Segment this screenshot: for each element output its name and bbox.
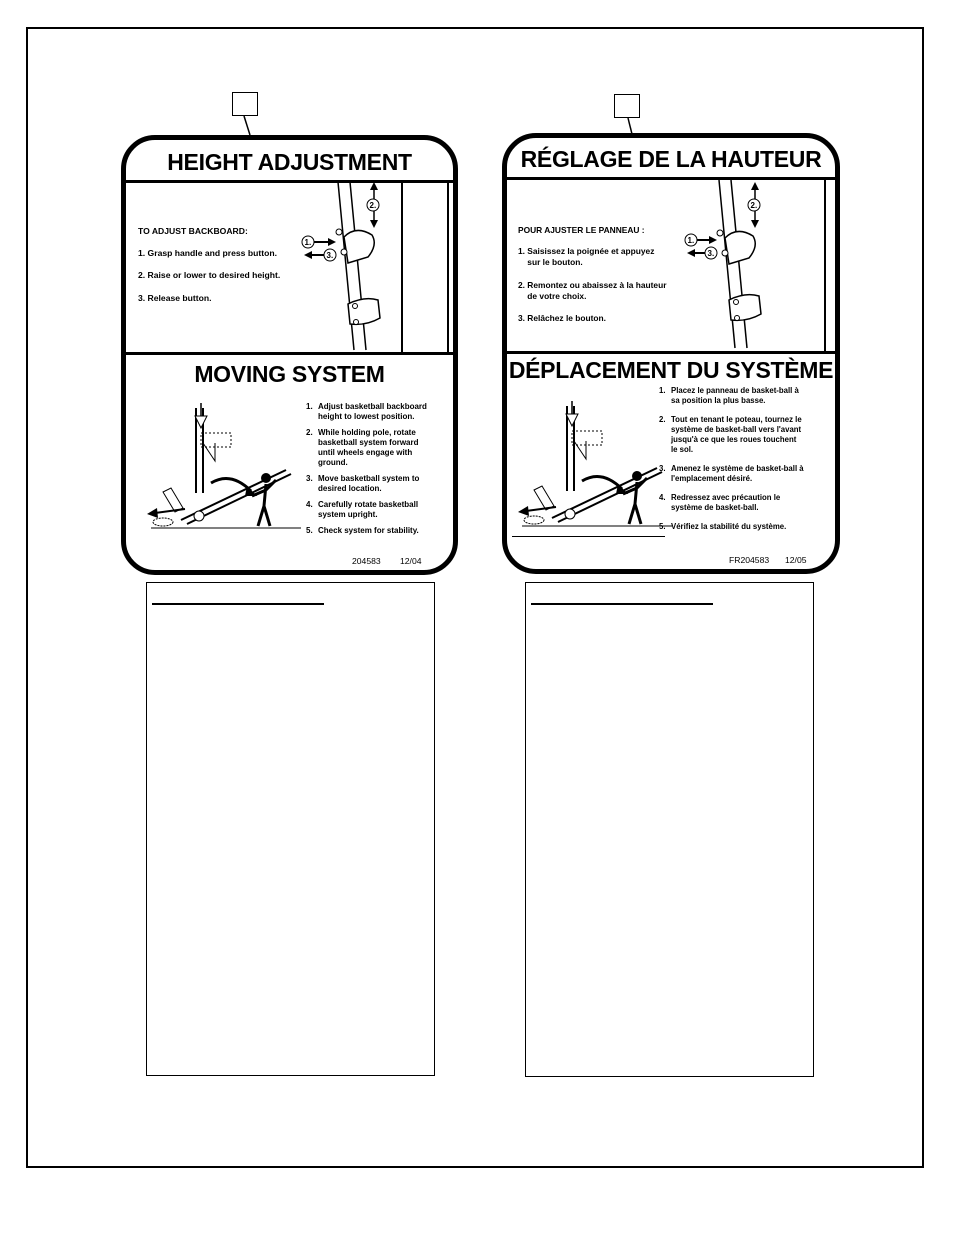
french-warning-label xyxy=(502,133,840,574)
leader-line-english xyxy=(244,116,264,136)
french-section-divider xyxy=(507,351,835,354)
english-warning-label xyxy=(121,135,458,575)
french-label-title: RÉGLAGE DE LA HAUTEUR xyxy=(520,146,822,172)
english-adjust-step-2: 2. Raise or lower to desired height. xyxy=(138,270,281,280)
french-marker-3: 3. xyxy=(707,249,715,258)
french-moving-steps xyxy=(659,386,839,538)
french-part-number: FR204583 xyxy=(729,555,770,565)
french-date-code: 12/05 xyxy=(785,555,807,565)
english-moving-step-3: 3. Move basketball system to desired location. xyxy=(306,474,420,493)
english-date-code: 12/04 xyxy=(400,556,422,566)
french-adjust-step-1: 1. Saisissez la poignée et appuyez sur le bouton. xyxy=(518,246,655,267)
english-part-number: 204583 xyxy=(352,556,381,566)
french-marker-1: 1. xyxy=(687,236,695,245)
english-right-rule-1 xyxy=(401,180,403,352)
english-blank-box xyxy=(146,582,435,1076)
french-adjust-step-2: 2. Remontez ou abaissez à la hauteur de votre choix. xyxy=(518,280,667,301)
french-height-diagram xyxy=(677,180,840,350)
english-marker-1: 1. xyxy=(304,238,312,247)
french-moving-step-5: 5. Vérifiez la stabilité du système. xyxy=(659,522,787,531)
french-moving-step-1: 1. Placez le panneau de basket-ball à sa position la plus basse. xyxy=(659,386,799,405)
french-moving-title: DÉPLACEMENT DU SYSTÈME xyxy=(508,357,834,383)
french-blank-rule xyxy=(531,603,713,605)
french-blank-box xyxy=(525,582,814,1077)
english-moving-title: MOVING SYSTEM xyxy=(194,361,385,387)
french-right-rule xyxy=(824,177,826,351)
english-adjust-step-3: 3. Release button. xyxy=(138,293,212,303)
english-moving-steps xyxy=(306,402,456,542)
english-moving-step-1: 1. Adjust basketball backboard height to lowest position. xyxy=(306,402,427,421)
french-adjust-intro: POUR AJUSTER LE PANNEAU : xyxy=(518,225,645,235)
english-height-diagram xyxy=(286,182,456,352)
french-moving-diagram xyxy=(512,396,682,541)
english-marker-3: 3. xyxy=(326,251,334,260)
french-marker-2: 2. xyxy=(750,201,758,210)
english-adjust-step-1: 1. Grasp handle and press button. xyxy=(138,248,277,258)
callout-box-french xyxy=(614,94,640,118)
english-moving-step-5: 5. Check system for stability. xyxy=(306,526,419,535)
french-bottom-rule xyxy=(512,536,665,537)
french-moving-step-3: 3. Amenez le système de basket-ball à l'emplacement désiré. xyxy=(659,464,804,483)
english-blank-rule xyxy=(152,603,324,605)
english-adjust-intro: TO ADJUST BACKBOARD: xyxy=(138,226,248,236)
callout-box-english xyxy=(232,92,258,116)
french-adjust-step-3: 3. Relâchez le bouton. xyxy=(518,313,606,323)
english-moving-step-2: 2. While holding pole, rotate basketball system forward until wheels engage with ground. xyxy=(306,428,419,467)
english-right-rule-2 xyxy=(447,180,449,352)
english-label-title: HEIGHT ADJUSTMENT xyxy=(167,149,412,175)
english-marker-2: 2. xyxy=(369,201,377,210)
english-moving-diagram xyxy=(141,398,311,543)
french-moving-step-2: 2. Tout en tenant le poteau, tournez le système de basket-ball vers l'avant jusqu'à ce que les roues touchent le sol. xyxy=(659,415,802,454)
english-section-divider xyxy=(126,352,453,355)
french-moving-step-4: 4. Redressez avec précaution le système de basket-ball. xyxy=(659,493,781,512)
english-moving-step-4: 4. Carefully rotate basketball system upright. xyxy=(306,500,419,519)
